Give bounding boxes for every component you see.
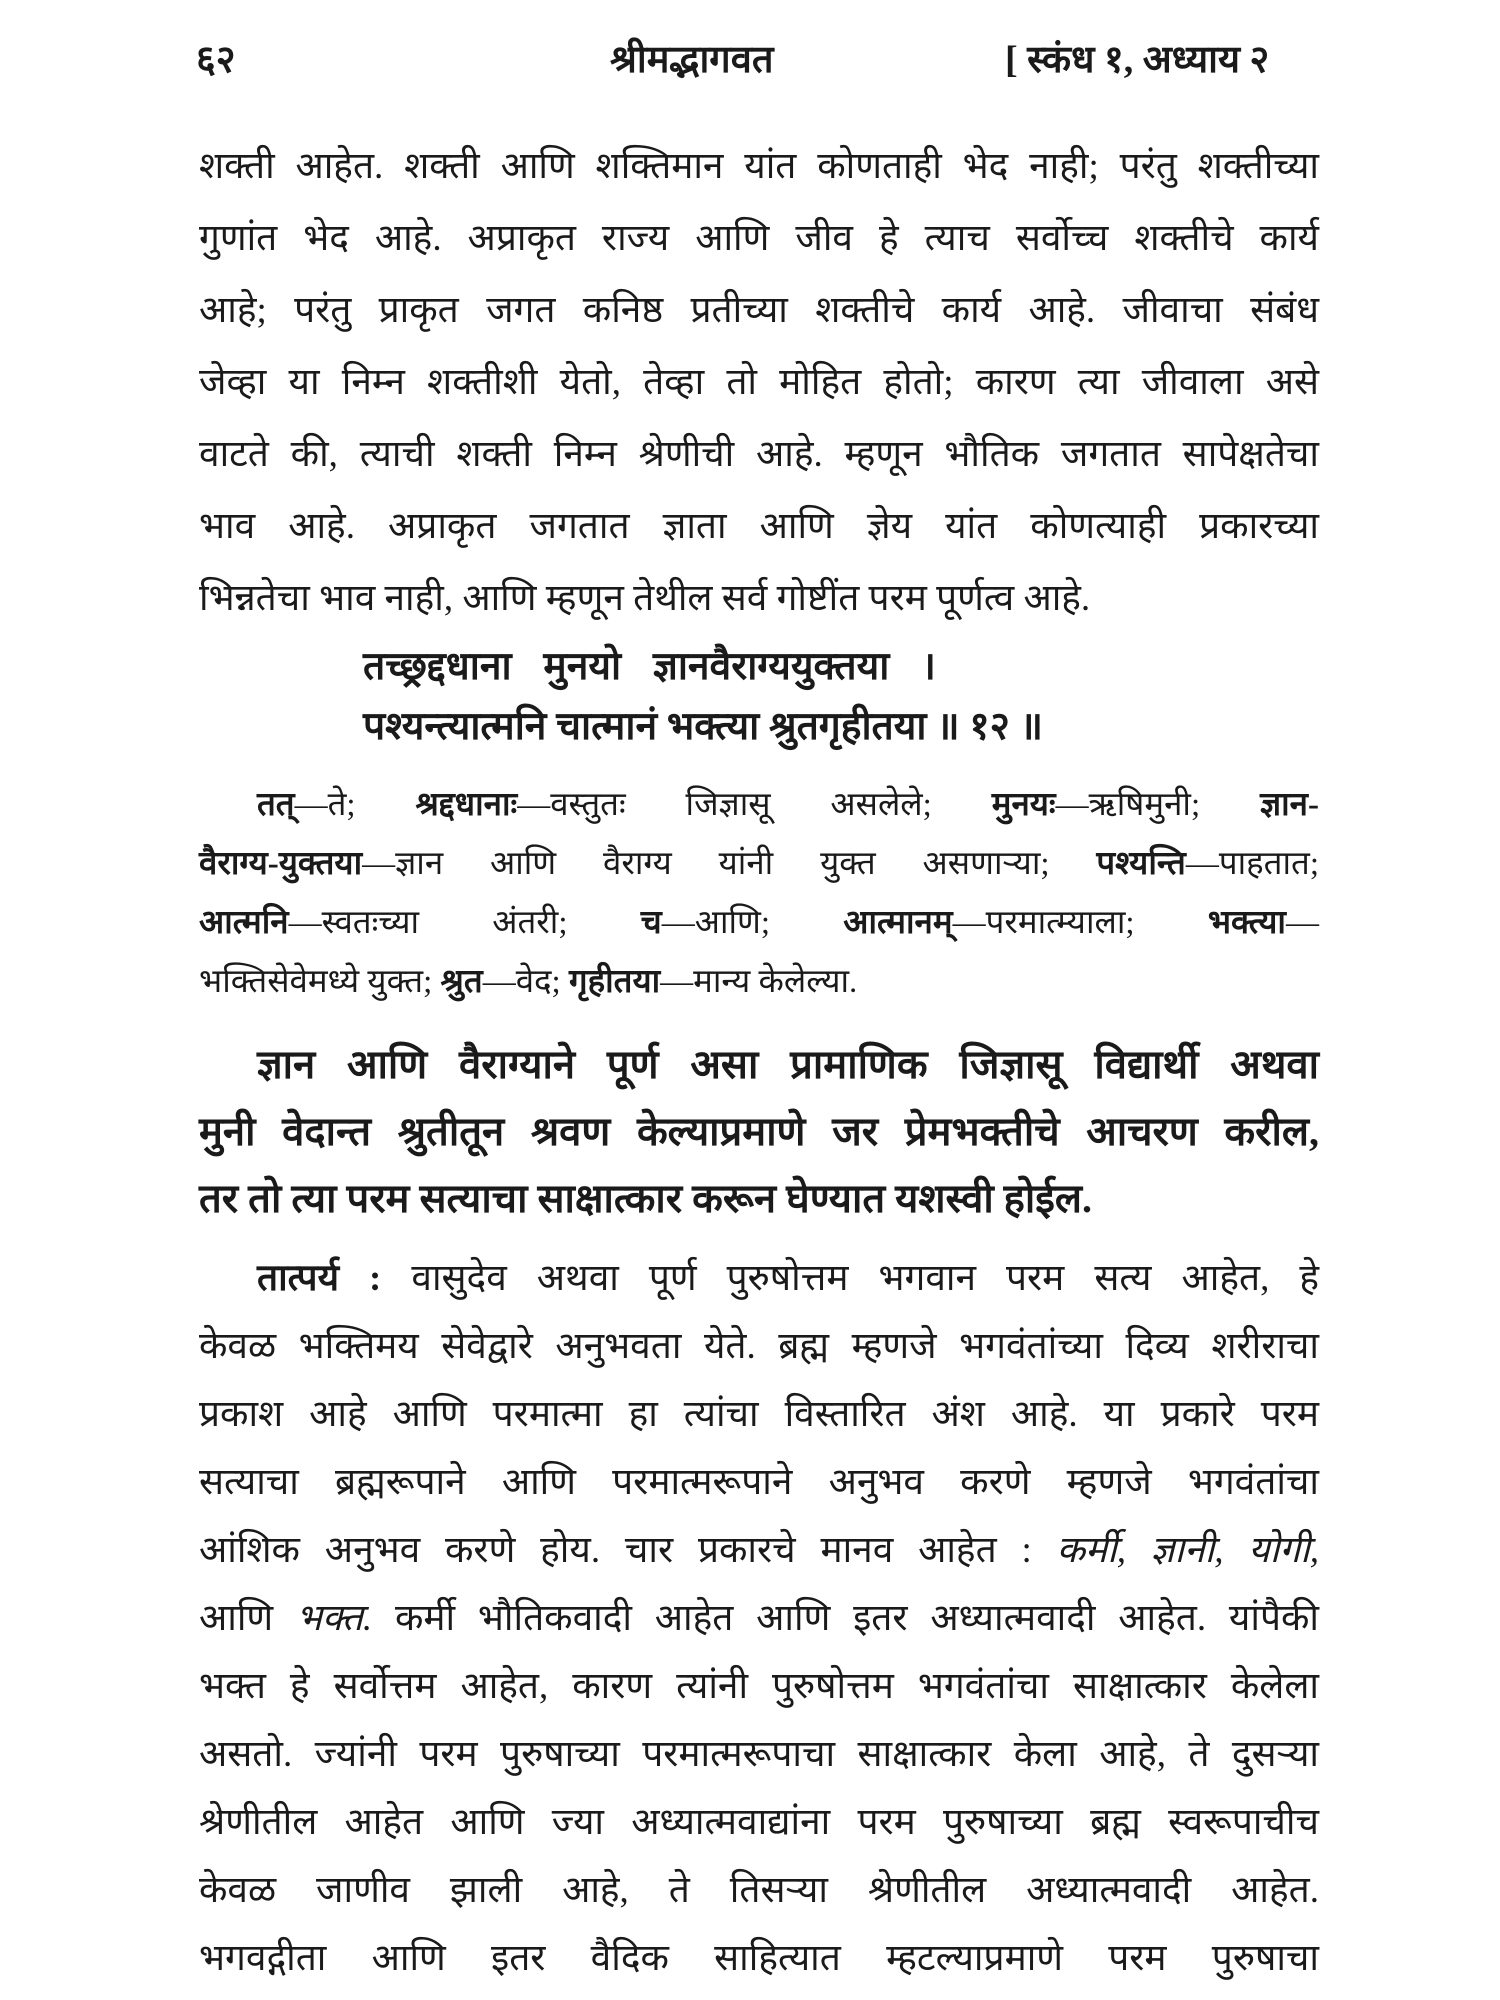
text-segment: — [1285,905,1319,941]
text-line [199,953,1319,1012]
text-line [199,1789,1319,1857]
italic-term: भक्त. [295,1598,373,1639]
text-line [363,637,1043,697]
text-line [199,419,1319,491]
text-segment: मुनी वेदान्त श्रुतीतून श्रवण केल्याप्रमाणे जर प्रेमभक्तीचे आचरण करील, [199,1109,1319,1154]
text-segment: भक्त हे सर्वोत्तम आहेत, कारण त्यांनी पुरुषोत्तम भगवंतांचा साक्षात्कार केलेला [199,1666,1319,1707]
bold-term: तत् [257,787,295,823]
running-title: श्रीमद्भागवत [610,39,774,81]
text-line [199,1517,1319,1585]
text-segment: भगवद्गीता आणि इतर वैदिक साहित्यात म्हटल्याप्रमाणे परम पुरुषाचा [199,1938,1319,1979]
text-segment: शक्ती आहेत. शक्ती आणि शक्तिमान यांत कोणताही भेद नाही; परंतु शक्तीच्या [199,146,1319,187]
text-line [199,347,1319,419]
text-line [199,776,1319,835]
text-line [199,563,1319,635]
text-line [199,1165,1319,1232]
bold-term: ज्ञान- [1259,787,1319,823]
text-segment: तच्छ्रद्दधाना मुनयो ज्ञानवैराग्ययुक्तया । [363,645,936,688]
text-segment: —पाहतात; [1185,846,1319,882]
text-segment: भाव आहे. अप्राकृत जगतात ज्ञाता आणि ज्ञेय यांत कोणत्याही प्रकारच्या [199,506,1319,547]
bold-term: श्रद्दधानाः [415,787,518,823]
text-segment: —स्वतःच्या अंतरी; [288,905,641,941]
text-segment: श्रेणीतील आहेत आणि ज्या अध्यात्मवाद्यांना परम पुरुषाच्या ब्रह्म स्वरूपाचीच [199,1802,1319,1843]
text-segment: —वस्तुतः जिज्ञासू असलेले; [517,787,992,823]
commentary-paragraph [199,131,1319,635]
text-line [199,1245,1319,1313]
bold-term: वैराग्य-युक्तया [199,846,363,882]
text-segment: जेव्हा या निम्न शक्तीशी येतो, तेव्हा तो मोहित होतो; कारण त्या जीवाला असे [199,362,1319,403]
text-line [199,1031,1319,1098]
text-segment: —आणि; [661,905,844,941]
text-line [199,835,1319,894]
text-line [363,697,1043,757]
text-segment: —ते; [294,787,416,823]
text-line [199,1449,1319,1517]
text-segment: कर्मी भौतिकवादी आहेत आणि इतर अध्यात्मवादी आहेत. यांपैकी [372,1598,1319,1639]
text-segment: वासुदेव अथवा पूर्ण पुरुषोत्तम भगवान परम सत्य आहेत, हे [411,1258,1319,1299]
text-segment: —ज्ञान आणि वैराग्य यांनी युक्त असणाऱ्या; [362,846,1097,882]
text-segment: असतो. ज्यांनी परम पुरुषाच्या परमात्मरूपाचा साक्षात्कार केला आहे, ते दुसऱ्या [199,1734,1319,1775]
text-line [199,275,1319,347]
text-segment: आंशिक अनुभव करणे होय. चार प्रकारचे मानव आहेत : [199,1530,1057,1571]
text-segment: आहे; परंतु प्राकृत जगत कनिष्ठ प्रतीच्या शक्तीचे कार्य आहे. जीवाचा संबंध [199,290,1319,331]
text-segment: सत्याचा ब्रह्मरूपाने आणि परमात्मरूपाने अनुभव करणे म्हणजे भगवंतांचा [199,1462,1319,1503]
text-segment: भिन्नतेचा भाव नाही, आणि म्हणून तेथील सर्व गोष्टींत परम पूर्णत्व आहे. [199,578,1091,619]
text-line [199,1098,1319,1165]
text-segment: —मान्य केलेल्या. [660,964,858,1000]
text-line [199,491,1319,563]
text-line [199,203,1319,275]
text-line [199,894,1319,953]
text-line [199,1313,1319,1381]
text-segment: वाटते की, त्याची शक्ती निम्न श्रेणीची आहे. म्हणून भौतिक जगतात सापेक्षतेचा [199,434,1319,475]
bold-term: तात्पर्य : [257,1258,412,1299]
text-line [199,1925,1319,1993]
bold-term: च [640,905,662,941]
bold-term: भक्त्या [1207,905,1286,941]
text-segment: —वेद; [482,964,569,1000]
bold-term: पश्यन्ति [1096,846,1186,882]
text-segment: प्रकाश आहे आणि परमात्मा हा त्यांचा विस्तारित अंश आहे. या प्रकारे परम [199,1394,1319,1435]
text-segment: पश्यन्त्यात्मनि चात्मानं भक्त्या श्रुतगृहीतया ॥ १२ ॥ [363,705,1044,748]
sanskrit-verse [363,637,1043,757]
text-line [199,1585,1319,1653]
text-segment: आणि [199,1598,296,1639]
text-segment: गुणांत भेद आहे. अप्राकृत राज्य आणि जीव हे त्याच सर्वोच्च शक्तीचे कार्य [199,218,1319,259]
verse-translation [199,1031,1319,1232]
text-segment: केवळ भक्तिमय सेवेद्वारे अनुभवता येते. ब्रह्म म्हणजे भगवंतांच्या दिव्य शरीराचा [199,1326,1319,1367]
text-segment: केवळ जाणीव झाली आहे, ते तिसऱ्या श्रेणीतील अध्यात्मवादी आहेत. [199,1870,1319,1911]
text-segment: ज्ञान आणि वैराग्याने पूर्ण असा प्रामाणिक जिज्ञासू विद्यार्थी अथवा [257,1042,1319,1087]
text-line [199,1653,1319,1721]
section-reference: [ स्कंध १, अध्याय २ [1005,39,1270,81]
text-segment: भक्तिसेवेमध्ये युक्त; [199,964,441,1000]
page-number: ६२ [196,39,236,81]
bold-term: गृहीतया [568,964,661,1000]
text-line [199,131,1319,203]
text-line [199,1721,1319,1789]
bold-term: मुनयः [991,787,1056,823]
bold-term: आत्मानम् [843,905,953,941]
bold-term: आत्मनि [199,905,289,941]
bold-term: श्रुत [440,964,483,1000]
text-segment: —ऋषिमुनी; [1055,787,1260,823]
purport-paragraph [199,1245,1319,1993]
text-line [199,1857,1319,1925]
word-meanings [199,776,1319,1012]
text-segment: —परमात्म्याला; [952,905,1208,941]
text-line [199,1381,1319,1449]
italic-term: कर्मी, ज्ञानी, योगी, [1056,1530,1319,1571]
text-segment: तर तो त्या परम सत्याचा साक्षात्कार करून घेण्यात यशस्वी होईल. [199,1176,1093,1221]
